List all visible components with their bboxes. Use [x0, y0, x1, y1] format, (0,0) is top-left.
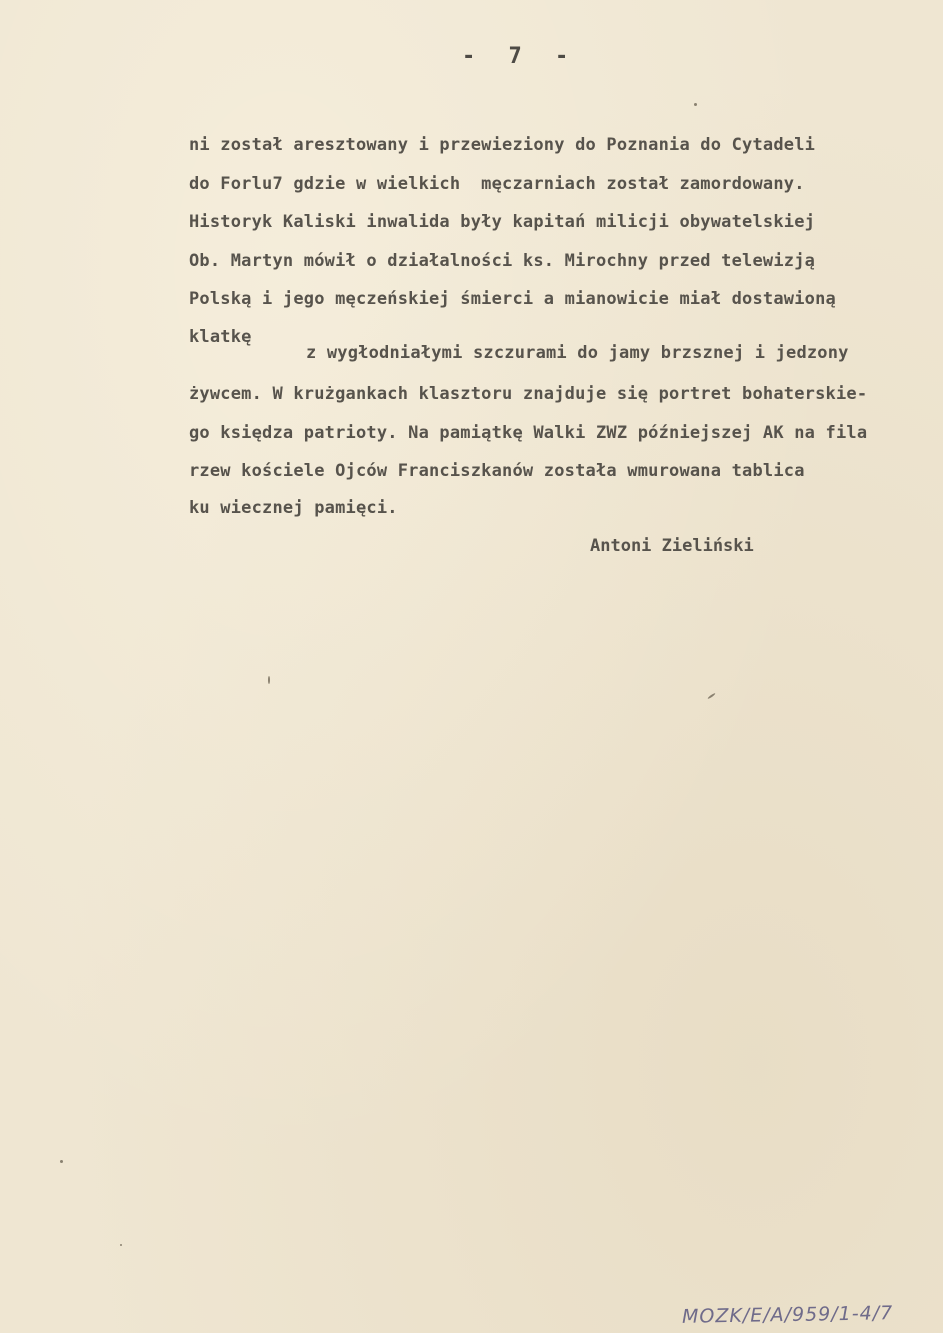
archive-reference-mark: MOZK/E/A/959/1-4/7: [681, 1302, 894, 1328]
body-line: ni został aresztowany i przewieziony do Poznania do Cytadeli: [189, 135, 816, 155]
body-line: rzew kościele Ojców Franciszkanów została wmurowana tablica: [189, 461, 805, 481]
body-line: Polską i jego męczeńskiej śmierci a mianowicie miał dostawioną: [189, 289, 836, 309]
body-line: do Forlu7 gdzie w wielkich męczarniach został zamordowany.: [189, 174, 805, 194]
paper-speck: [694, 103, 697, 106]
body-line: żywcem. W krużgankach klasztoru znajduje się portret bohaterskie-: [189, 384, 868, 404]
paper-speck: [707, 693, 716, 700]
paper-speck: [120, 1244, 122, 1246]
paper-speck: [60, 1160, 63, 1163]
paper-speck: [268, 676, 270, 684]
body-line: ku wiecznej pamięci.: [189, 498, 398, 518]
signature: Antoni Zieliński: [590, 536, 754, 556]
body-line: Ob. Martyn mówił o działalności ks. Mirochny przed telewizją: [189, 251, 816, 271]
body-line: klatkę: [189, 327, 252, 347]
body-line: z wygłodniałymi szczurami do jamy brzsznej i jedzony: [306, 343, 849, 363]
page-number: - 7 -: [462, 44, 579, 69]
body-line: Historyk Kaliski inwalida były kapitań milicji obywatelskiej: [189, 212, 816, 232]
body-line: go księdza patrioty. Na pamiątkę Walki ZWZ późniejszej AK na fila: [189, 423, 868, 443]
